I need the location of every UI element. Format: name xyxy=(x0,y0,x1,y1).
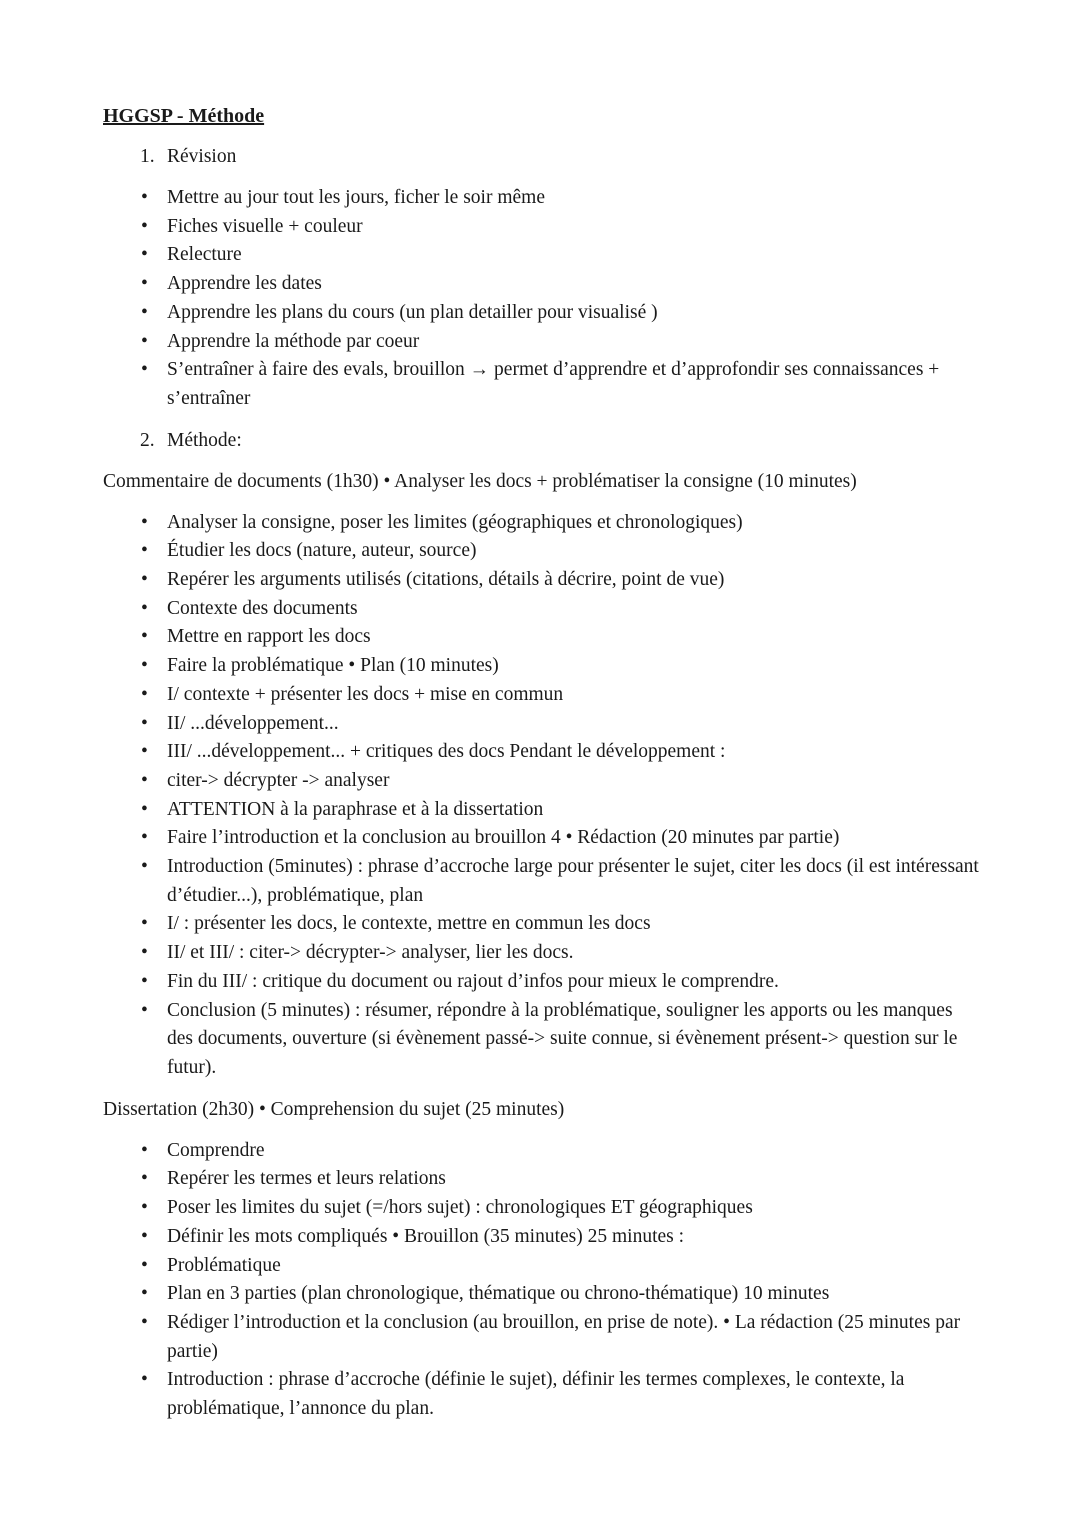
list-item: • Contexte des documents xyxy=(103,595,980,624)
section-number: 1. xyxy=(140,146,155,167)
list-item: • Apprendre la méthode par coeur xyxy=(103,328,980,357)
list-item: • Conclusion (5 minutes) : résumer, répondre à la problématique, souligner les apports ou les manques des documents, ouverture (si évènement passé-> suite connue, si évènement présent-> question sur le futur). xyxy=(103,997,980,1083)
commentaire-intro: Commentaire de documents (1h30) • Analyser les docs + problématiser la consigne (10 minutes) xyxy=(103,470,857,492)
bullet-icon: • xyxy=(141,244,148,266)
section-revision-heading xyxy=(103,143,980,171)
list-item: • Apprendre les dates xyxy=(103,270,980,299)
revision-list xyxy=(103,184,980,414)
bullet-icon: • xyxy=(141,1139,148,1161)
section-methode-heading xyxy=(103,427,980,455)
bullet-icon: • xyxy=(141,769,148,791)
bullet-icon: • xyxy=(141,741,148,763)
bullet-icon: • xyxy=(141,970,148,992)
list-item: • Mettre en rapport les docs xyxy=(103,623,980,652)
list-item: • Analyser la consigne, poser les limites (géographiques et chronologiques) xyxy=(103,509,980,538)
bullet-icon: • xyxy=(141,999,148,1021)
list-item: • Fiches visuelle + couleur xyxy=(103,213,980,242)
list-item: • Mettre au jour tout les jours, ficher le soir même xyxy=(103,184,980,213)
bullet-icon: • xyxy=(141,187,148,208)
list-item: • ATTENTION à la paraphrase et à la dissertation xyxy=(103,796,980,825)
bullet-icon: • xyxy=(141,540,148,562)
bullet-icon: • xyxy=(141,330,148,352)
list-item: • Étudier les docs (nature, auteur, source) xyxy=(103,537,980,566)
list-item: • Apprendre les plans du cours (un plan detailler pour visualisé ) xyxy=(103,299,980,328)
list-item: • Fin du III/ : critique du document ou rajout d’infos pour mieux le comprendre. xyxy=(103,968,980,997)
bullet-icon: • xyxy=(141,1225,148,1247)
list-item: • Repérer les arguments utilisés (citations, détails à décrire, point de vue) xyxy=(103,566,980,595)
list-item: • II/ et III/ : citer-> décrypter-> analyser, lier les docs. xyxy=(103,939,980,968)
bullet-icon: • xyxy=(141,569,148,591)
bullet-icon: • xyxy=(141,301,148,323)
dissertation-list xyxy=(103,1137,980,1424)
bullet-icon: • xyxy=(141,359,148,381)
bullet-icon: • xyxy=(141,273,148,295)
bullet-icon: • xyxy=(141,655,148,677)
bullet-icon: • xyxy=(141,683,148,705)
bullet-icon: • xyxy=(141,1254,148,1276)
list-item: • Définir les mots compliqués • Brouillon (35 minutes) 25 minutes : xyxy=(103,1223,980,1252)
list-item: • Faire la problématique • Plan (10 minutes) xyxy=(103,652,980,681)
list-item: • Rédiger l’introduction et la conclusion (au brouillon, en prise de note). • La rédaction (25 minutes par partie) xyxy=(103,1309,980,1366)
bullet-icon: • xyxy=(141,626,148,648)
section-heading: Méthode: xyxy=(167,429,242,451)
list-item: • II/ ...développement... xyxy=(103,710,980,739)
section-heading: Révision xyxy=(167,146,237,167)
bullet-icon: • xyxy=(141,215,148,237)
list-item: • Introduction : phrase d’accroche (définie le sujet), définir les termes complexes, le contexte, la problématique, l’annonce du plan. xyxy=(103,1366,980,1423)
bullet-icon: • xyxy=(141,827,148,849)
document-title: HGGSP - Méthode xyxy=(103,105,265,127)
list-item: • S’entraîner à faire des evals, brouillon → permet d’apprendre et d’approfondir ses connaissances + s’entraîner xyxy=(103,356,980,413)
list-item: • Problématique xyxy=(103,1252,980,1281)
list-item: • Introduction (5minutes) : phrase d’accroche large pour présenter le sujet, citer les docs (il est intéressant d’étudier...), problématique, plan xyxy=(103,853,980,910)
bullet-icon: • xyxy=(141,1283,148,1305)
list-item: • Faire l’introduction et la conclusion au brouillon 4 • Rédaction (20 minutes par partie) xyxy=(103,824,980,853)
bullet-icon: • xyxy=(141,712,148,734)
list-item: • Relecture xyxy=(103,241,980,270)
bullet-icon: • xyxy=(141,1369,148,1391)
bullet-icon: • xyxy=(141,597,148,619)
commentaire-list xyxy=(103,509,980,1083)
section-number: 2. xyxy=(140,429,155,451)
list-item: • Plan en 3 parties (plan chronologique, thématique ou chrono-thématique) 10 minutes xyxy=(103,1280,980,1309)
bullet-icon: • xyxy=(141,1197,148,1219)
list-item: • Comprendre xyxy=(103,1137,980,1166)
list-item: • III/ ...développement... + critiques des docs Pendant le développement : xyxy=(103,738,980,767)
bullet-icon: • xyxy=(141,942,148,964)
bullet-icon: • xyxy=(141,856,148,878)
bullet-icon: • xyxy=(141,511,148,533)
bullet-icon: • xyxy=(141,1311,148,1333)
list-item: • Repérer les termes et leurs relations xyxy=(103,1165,980,1194)
bullet-icon: • xyxy=(141,1168,148,1190)
bullet-icon: • xyxy=(141,913,148,935)
list-item: • I/ : présenter les docs, le contexte, mettre en commun les docs xyxy=(103,910,980,939)
dissertation-intro: Dissertation (2h30) • Comprehension du sujet (25 minutes) xyxy=(103,1098,565,1120)
list-item: • citer-> décrypter -> analyser xyxy=(103,767,980,796)
bullet-icon: • xyxy=(141,798,148,820)
list-item: • Poser les limites du sujet (=/hors sujet) : chronologiques ET géographiques xyxy=(103,1194,980,1223)
list-item: • I/ contexte + présenter les docs + mise en commun xyxy=(103,681,980,710)
